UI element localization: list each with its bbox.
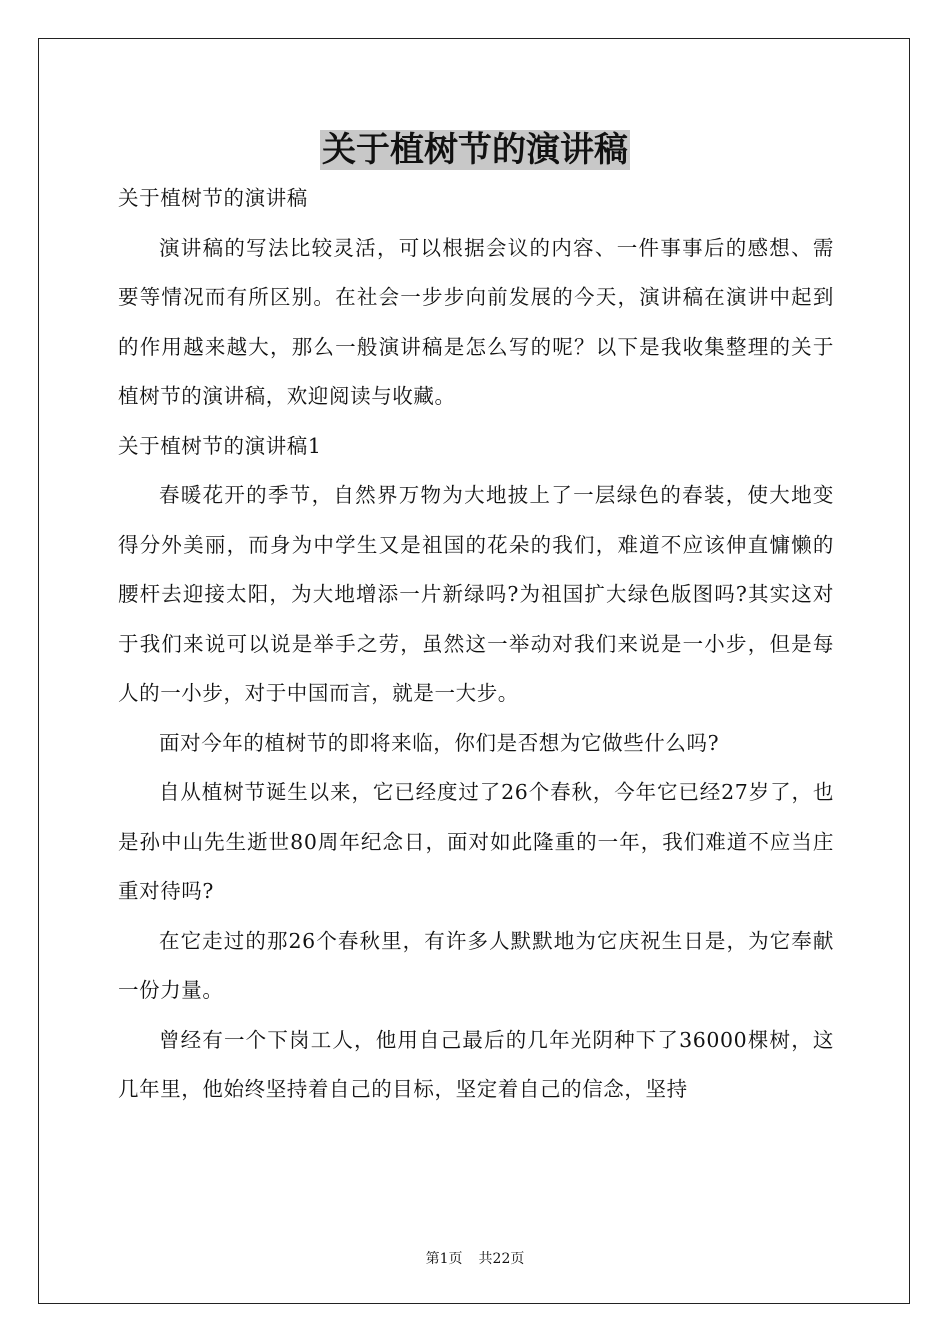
page-footer	[0, 1248, 950, 1268]
document-title-text: 关于植树节的演讲稿	[322, 130, 628, 170]
page-number: 第1页	[425, 1251, 463, 1267]
body-paragraph: 演讲稿的写法比较灵活，可以根据会议的内容、一件事事后的感想、需要等情况而有所区别。在社会一步步向前发展的今天，演讲稿在演讲中起到的作用越来越大，那么一般演讲稿是怎么写的呢？以下是我收集整理的关于植树节的演讲稿，欢迎阅读与收藏。	[118, 235, 834, 408]
body-paragraph: 面对今年的植树节的即将来临，你们是否想为它做些什么吗?	[159, 730, 720, 755]
page-total: 共22页	[478, 1251, 525, 1267]
body-paragraph: 在它走过的那26个春秋里，有许多人默默地为它庆祝生日是，为它奉献一份力量。	[118, 928, 834, 1002]
section-heading: 关于植树节的演讲稿1	[118, 433, 322, 458]
document-title	[0, 124, 950, 176]
body-paragraph: 曾经有一个下岗工人，他用自己最后的几年光阴种下了36000棵树，这几年里，他始终坚持着自己的目标，坚定着自己的信念，坚持	[118, 1027, 834, 1101]
body-paragraph: 自从植树节诞生以来，它已经度过了26个春秋，今年它已经27岁了，也是孙中山先生逝世80周年纪念日，面对如此隆重的一年，我们难道不应当庄重对待吗?	[118, 780, 834, 903]
section-heading: 关于植树节的演讲稿	[118, 186, 308, 210]
body-paragraph: 春暖花开的季节，自然界万物为大地披上了一层绿色的春装，使大地变得分外美丽，而身为中学生又是祖国的花朵的我们，难道不应该伸直慵懒的腰杆去迎接太阳，为大地增添一片新绿吗?为祖国扩大绿色版图吗?其实这对于我们来说可以说是举手之劳，虽然这一举动对我们来说是一小步，但是每人的一小步，对于中国而言，就是一大步。	[118, 483, 834, 705]
document-body	[118, 174, 834, 1115]
